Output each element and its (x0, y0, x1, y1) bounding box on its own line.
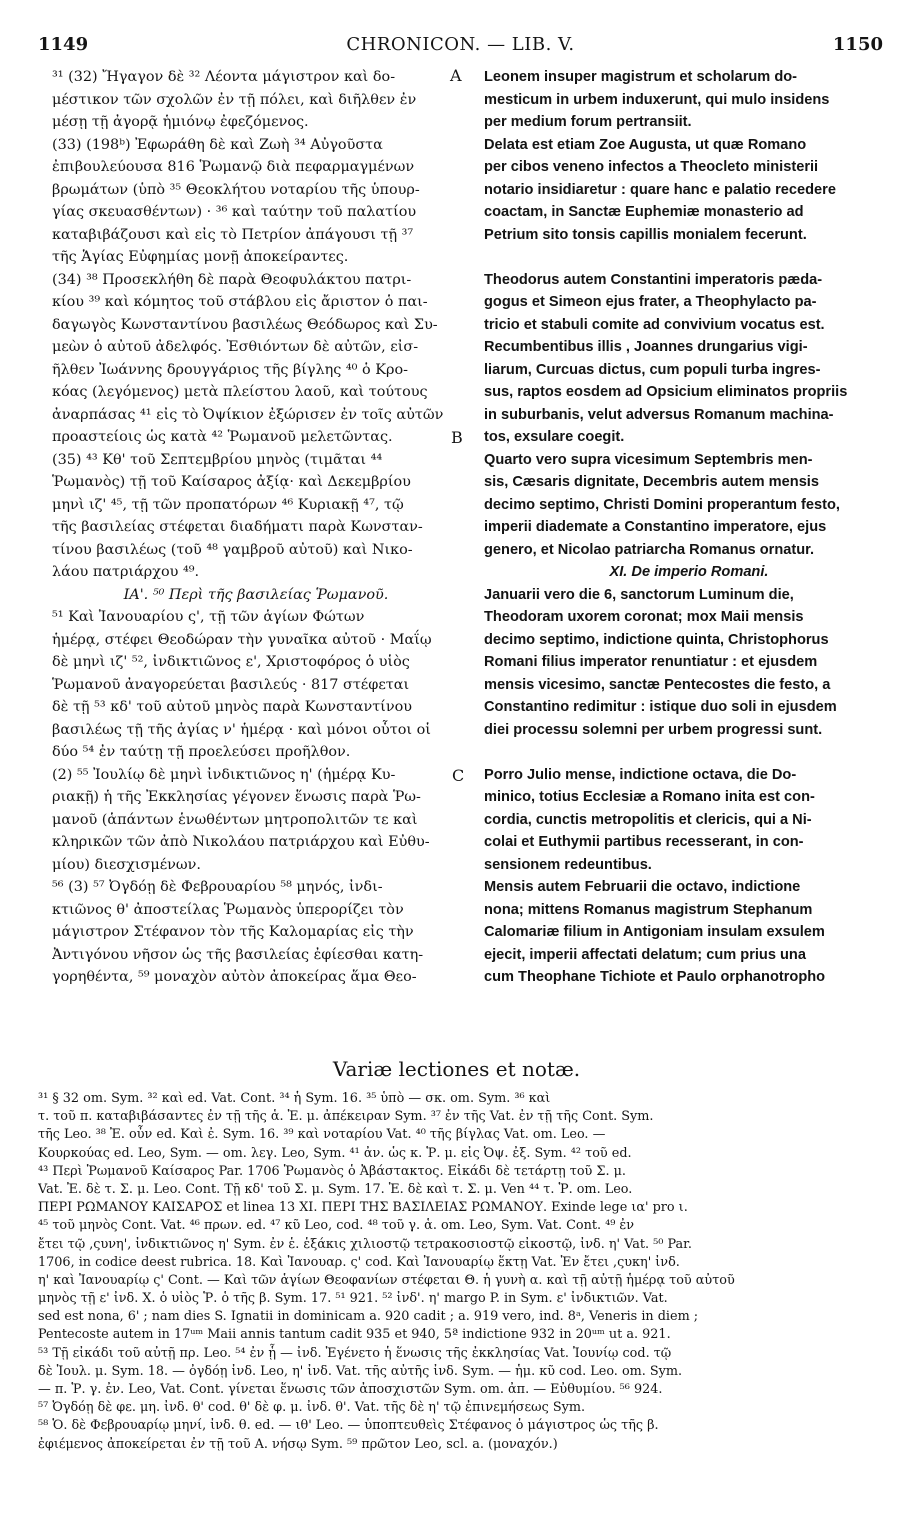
greek-line: καταβιβάζουσι καὶ εἰς τὸ Πετρίον ἀπάγουσι τῇ ³⁷ (52, 226, 414, 243)
latin-line: colai et Euthymii partibus recesserant, in con- (484, 834, 804, 850)
latin-line: imperii diademate a Constantino imperatore, ejus (484, 519, 827, 535)
greek-line: κληρικῶν τῶν ἀπὸ Νικολάου πατριάρχου καὶ Εὐθυ- (52, 834, 430, 850)
note-line: τῆς Leo. ³⁸ Ἐ. οὖν ed. Καὶ ἐ. Sym. 16. ³⁹ καὶ νοταρίου Vat. ⁴⁰ τῆς βίγλας Vat. om. Leo. — (38, 1127, 606, 1143)
greek-line: (34) ³⁸ Προσεκλήθη δὲ παρὰ Θεοφυλάκτου πατρι- (52, 271, 412, 288)
greek-line: ἡμέρᾳ, στέφει Θεοδώραν τὴν γυναῖκα αὐτοῦ · Μαΐῳ (52, 631, 432, 648)
greek-line: μεὼν ὁ αὐτοῦ ἀδελφός. Ἐσθιόντων δὲ αὐτῶν, εἰσ- (52, 339, 419, 355)
latin-line: mensis vicesimo, sanctæ Pentecostes die festo, a (484, 676, 831, 693)
page-header (38, 34, 883, 60)
note-line: Vat. Ἐ. δὲ τ. Σ. μ. Leo. Cont. Τῇ κδ' τοῦ Σ. μ. Sym. 17. Ἐ. δὲ καὶ τ. Σ. μ. Ven ⁴⁴ τ. Ῥ. om. Leo. (38, 1181, 633, 1197)
note-line: δὲ Ἰουλ. μ. Sym. 18. — ὀγδόῃ ἰνδ. Leo, η' ἰνδ. Vat. τῆς αὐτῆς ἰνδ. Sym. — ἡμ. κῦ cod. Leo. om. Sym. (38, 1363, 683, 1379)
note-line: Pentecoste autem in 17ᵘᵐ Maii annis tantum cadit 935 et 940, 5ª indictione 932 in 20ᵘᵐ ut a. 921. (38, 1327, 671, 1343)
greek-line: μανοῦ (ἁπάντων ἑνωθέντων μητροπολιτῶν τε καὶ (52, 811, 418, 828)
latin-line: sensionem redeuntibus. (484, 856, 652, 873)
greek-section-heading: ΙΑ'. ⁵⁰ Περὶ τῆς βασιλείας Ῥωμανοῦ. (123, 586, 389, 603)
note-line: η' καὶ Ἰανουαρίῳ ς' Cont. — Καὶ τῶν ἁγίων Θεοφανίων στέφεται Θ. ἡ γυνὴ α. καὶ τῇ αὐτῇ ἡμέρᾳ τοῦ αὐτοῦ (38, 1272, 735, 1288)
note-line: sed est nona, 6' ; nam dies S. Ignatii in dominicam a. 920 cadit ; a. 919 vero, ind. 8ᵃ, Veneris in diem ; (38, 1309, 699, 1325)
latin-line: Recumbentibus illis , Joannes drungarius vigi- (484, 339, 808, 355)
note-line: ⁵⁷ Ὀγδόῃ δὲ φε. μη. ἰνδ. θ' cod. θ' δὲ φ. μ. ἰνδ. θ'. Vat. τῆς δὲ η' τῷ ἐπινεμήσεως Sym. (38, 1400, 586, 1416)
latin-line (484, 246, 894, 269)
note-line: — π. Ῥ. γ. ἐν. Leo, Vat. Cont. γίνεται ἕνωσις τῶν ἀποσχιστῶν Sym. om. ἀπ. — Εὐθυμίου. ⁵⁶ 924. (38, 1382, 663, 1397)
latin-line: Calomariæ filium in Antigoniam insulam exsulem (484, 924, 825, 940)
greek-line: κόας (λεγόμενος) μετὰ πλείστου λαοῦ, καὶ τούτους (52, 384, 428, 400)
latin-line: per medium forum pertransiit. (484, 114, 692, 130)
note-line: τ. τοῦ π. καταβιβάσαντες ἐν τῇ τῆς ἁ. Ἐ. μ. ἀπέκειραν Sym. ³⁷ ἐν τῆς Vat. ἐν τῇ τῆς Cont. Sym. (38, 1109, 654, 1125)
latin-line: coactam, in Sanctæ Euphemiæ monasterio ad (484, 204, 804, 220)
latin-line: Mensis autem Februarii die octavo, indictione (484, 879, 801, 895)
note-line: μηνὸς τῇ ε' ἰνδ. Χ. ὁ υἱὸς Ῥ. ὁ τῆς β. Sym. 17. ⁵¹ 921. ⁵² ἰνδ'. η' margo P. in Sym. ε' ἰνδικτιῶν. Vat. (38, 1291, 668, 1307)
note-line: ⁵³ Τῇ εἰκάδι τοῦ αὐτῇ πρ. Leo. ⁵⁴ ἐν ᾗ — ἰνδ. Ἐγένετο ἡ ἕνωσις τῆς ἐκκλησίας Vat. Ἰουνίῳ cod. τῷ (38, 1345, 672, 1361)
note-line: 1706, in codice deest rubrica. 18. Καὶ Ἰανουαρ. ς' cod. Καὶ Ἰανουαρίῳ ἕκτῃ Vat. Ἐν ἔτει ,ςυκη' ἰνδ. (38, 1254, 680, 1270)
greek-line: δαγωγὸς Κωνσταντίνου βασιλέως Θεόδωρος καὶ Συ- (52, 316, 438, 333)
latin-line: Theodorus autem Constantini imperatoris pæda- (484, 271, 823, 288)
greek-line: Ἀντιγόνου νῆσον ὡς τῆς βασιλείας ἐφίεσθαι κατη- (52, 946, 424, 963)
latin-line: nona; mittens Romanus magistrum Stephanum (484, 901, 813, 918)
greek-line: κίου ³⁹ καὶ κόμητος τοῦ στάβλου εἰς ἄριστον ὁ παι- (52, 294, 428, 310)
latin-line: Constantino redimitur : istique duo soli in ejusdem (484, 699, 837, 715)
greek-line: ⁵⁶ (3) ⁵⁷ Ὀγδόῃ δὲ Φεβρουαρίου ⁵⁸ μηνός, ἰνδι- (52, 879, 383, 895)
greek-line: ³¹ (32) Ἤγαγον δὲ ³² Λέοντα μάγιστρον καὶ δο- (52, 69, 396, 85)
greek-line: βρωμάτων (ὑπὸ ³⁵ Θεοκλήτου νοταρίου τῆς ὑπουρ- (52, 181, 420, 198)
latin-line: tricio et stabuli comite ad convivium vocatus est. (484, 316, 825, 333)
greek-line: ἐπιβουλεύουσα 816 Ῥωμανῷ διὰ πεφαρμαγμένων (52, 159, 415, 175)
latin-line: minico, totius Ecclesiæ a Romano inita est con- (484, 789, 815, 805)
greek-line: δύο ⁵⁴ ἐν ταύτῃ τῇ προελεύσει προῆλθον. (52, 744, 351, 760)
latin-line: per cibos veneno infectos a Theocleto ministerii (484, 159, 819, 175)
latin-line: Petrium sito tonsis capillis monialem fecerunt. (484, 226, 807, 243)
greek-line: μέσῃ τῇ ἀγορᾷ ἡμιόνῳ ἐφεζόμενος. (52, 114, 309, 130)
latin-line: Delata est etiam Zoe Augusta, ut quæ Romano (484, 136, 807, 153)
greek-line: (2) ⁵⁵ Ἰουλίῳ δὲ μηνὶ ἰνδικτιῶνος η' (ἡμέρᾳ Κυ- (52, 766, 396, 783)
latin-line: Romani filius imperator renuntiatur : et ejusdem (484, 654, 818, 670)
note-line: ⁴⁵ τοῦ μηνὸς Cont. Vat. ⁴⁶ πρων. ed. ⁴⁷ κῦ Leo, cod. ⁴⁸ τοῦ γ. ἁ. om. Leo, Sym. Vat. Cont. ⁴⁹ ἐν (38, 1218, 635, 1234)
latin-line: cordia, cunctis metropolitis et clericis, qui a Ni- (484, 811, 812, 828)
latin-line: Leonem insuper magistrum et scholarum do- (484, 69, 798, 85)
latin-line: sis, Cæsaris dignitate, Decembris autem mensis (484, 474, 819, 490)
note-line: ⁴³ Περὶ Ῥωμανοῦ Καίσαρος Par. 1706 Ῥωμανὸς ὁ Ἀβάστακτος. Εἰκάδι δὲ τετάρτῃ τοῦ Σ. μ. (38, 1163, 626, 1179)
greek-column (52, 66, 460, 989)
latin-line: notario insidiaretur : quare hanc e palatio recedere (484, 181, 836, 198)
latin-line: Quarto vero supra vicesimum Septembris men- (484, 451, 813, 468)
note-line: ἐφιέμενος ἀποκείρεται ἐν τῇ τοῦ Α. νήσῳ Sym. ⁵⁹ πρῶτον Leo, scl. a. (μοναχόν.) (38, 1436, 558, 1452)
greek-line: δὲ μηνὶ ιζ' ⁵², ἰνδικτιῶνος ε', Χριστοφόρος ὁ υἱὸς (52, 654, 410, 670)
greek-line: ῆλθεν Ἰωάννης δρουγγάριος τῆς βίγλης ⁴⁰ ὁ Κρο- (52, 361, 408, 378)
greek-line: τῆς Ἁγίας Εὐφημίας μονῇ ἀποκείραντες. (52, 249, 349, 265)
greek-line: γορηθέντα, ⁵⁹ μοναχὸν αὐτὸν ἀποκείρας ἅμα Θεο- (52, 969, 417, 985)
latin-line: cum Theophane Tichiote et Paulo orphanotropho (484, 969, 826, 985)
latin-line: mesticum in urbem induxerunt, qui mulo insidens (484, 91, 830, 108)
variae-lectiones-heading: Variæ lectiones et notæ. (332, 1057, 581, 1081)
notes-block (38, 1090, 899, 1454)
note-line: ΠΕΡΙ ΡΩΜΑΝΟΥ ΚΑΙΣΑΡΟΣ et linea 13 ΧΙ. ΠΕΡΙ ΤΗΣ ΒΑΣΙΛΕΙΑΣ ΡΩΜΑΝΟΥ. Exinde lege ια' pro ι. (38, 1200, 688, 1216)
greek-line: ⁵¹ Καὶ Ἰανουαρίου ς', τῇ τῶν ἁγίων Φώτων (52, 609, 365, 625)
latin-line (484, 741, 894, 764)
greek-line: γίας σκευασθέντων) · ³⁶ καὶ ταύτην τοῦ παλατίου (52, 204, 417, 220)
latin-line: Januarii vero die 6, sanctorum Luminum die, (484, 586, 794, 603)
latin-line: Theodoram uxorem coronat; mox Maii mensis (484, 609, 804, 625)
latin-line: decimo septimo, indictione quinta, Christophorus (484, 631, 829, 648)
greek-line: (33) (198ᵇ) Ἐφωράθη δὲ καὶ Ζωὴ ³⁴ Αὐγοῦστα (52, 136, 383, 153)
greek-line: μίου) διεσχισμένων. (52, 856, 201, 873)
latin-line: liarum, Curcuas dictus, cum populi turba ingres- (484, 361, 821, 378)
greek-line: μηνὶ ιζ' ⁴⁵, τῇ τῶν προπατόρων ⁴⁶ Κυριακῇ ⁴⁷, τῷ (52, 496, 404, 513)
margin-letter-b: B (451, 428, 463, 447)
latin-line: tos, exsulare coegit. (484, 429, 625, 445)
note-line: ἔτει τῷ ,ςυνη', ἰνδικτιῶνος η' Sym. ἐν ἑ. ἑξάκις χιλιοστῷ τετρακοσιοστῷ εἰκοστῷ, ἰνδ. η' Vat. ⁵⁰ Par. (38, 1236, 692, 1252)
latin-line: Porro Julio mense, indictione octava, die Do- (484, 766, 797, 783)
greek-line: Ῥωμανὸς) τῇ τοῦ Καίσαρος ἀξίᾳ· καὶ Δεκεμβρίου (52, 474, 411, 490)
note-line: ³¹ § 32 om. Sym. ³² καὶ ed. Vat. Cont. ³⁴ ἡ Sym. 16. ³⁵ ὑπὸ — σκ. om. Sym. ³⁶ καὶ (38, 1091, 551, 1106)
latin-line: genero, et Nicolao patriarcha Romanus ornatur. (484, 541, 815, 558)
greek-line: ἀναρπάσας ⁴¹ εἰς τὸ Ὀψίκιον ἐξώρισεν ἐν τοῖς αὐτῶν (52, 406, 444, 423)
latin-line: ejecit, imperii affectati delatum; cum prius una (484, 946, 806, 963)
greek-line: μέστικον τῶν σχολῶν ἐν τῇ πόλει, καὶ διῆλθεν ἐν (52, 91, 417, 108)
latin-section-heading: XI. De imperio Romani. (609, 564, 769, 580)
latin-line: in suburbanis, velut adversus Romanum machina- (484, 406, 834, 423)
greek-line: ριακῇ) ἡ τῆς Ἐκκλησίας γέγονεν ἕνωσις παρὰ Ῥω- (52, 789, 421, 805)
greek-line: Ῥωμανοῦ ἀναγορεύεται βασιλεύς · 817 στέφεται (52, 676, 410, 693)
latin-line: decimo septimo, Christi Domini properantum festo, (484, 496, 840, 513)
greek-line: λάου πατριάρχου ⁴⁹. (52, 564, 200, 580)
latin-line: sus, raptos eosdem ad Opsicium eliminatos propriis (484, 384, 848, 400)
page-number-left: 1149 (38, 34, 89, 55)
greek-line: μάγιστρον Στέφανον τὸν τῆς Καλομαρίας εἰς τὴν (52, 924, 414, 940)
greek-line: προαστείοις ὡς κατὰ ⁴² Ῥωμανοῦ μελετῶντας. (52, 429, 393, 445)
latin-line: gogus et Simeon ejus frater, a Theophylacto pa- (484, 294, 817, 310)
margin-letter-a: A (450, 66, 462, 85)
greek-line: δὲ τῇ ⁵³ κδ' τοῦ αὐτοῦ μηνὸς παρὰ Κωνσταντίνου (52, 699, 412, 715)
note-line: ⁵⁸ Ὁ. δὲ Φεβρουαρίῳ μηνί, ἰνδ. θ. ed. — ιθ' Leo. — ὑποπτευθεὶς Στέφανος ὁ μάγιστρος ὡς τῆς β. (38, 1418, 659, 1434)
greek-line: βασιλέως τῇ τῆς ἁγίας ν' ἡμέρᾳ · καὶ μόνοι οὗτοι οἱ (52, 721, 431, 738)
latin-column (484, 66, 894, 989)
page-number-right: 1150 (832, 34, 883, 55)
running-head: CHRONICON. — LIB. V. (346, 34, 575, 55)
greek-line: κτιῶνος θ' ἀποστείλας Ῥωμανὸς ὑπερορίζει τὸν (52, 901, 404, 918)
greek-line: τίνου βασιλέως (τοῦ ⁴⁸ γαμβροῦ αὐτοῦ) καὶ Νικο- (52, 541, 413, 558)
greek-line: τῆς βασιλείας στέφεται διαδήματι παρὰ Κωνσταν- (52, 519, 423, 535)
margin-letter-c: C (452, 766, 465, 785)
latin-line: diei processu solemni per urbem progressi sunt. (484, 721, 823, 738)
greek-line: (35) ⁴³ Κθ' τοῦ Σεπτεμβρίου μηνὸς (τιμᾶται ⁴⁴ (52, 451, 383, 468)
note-line: Κουρκούας ed. Leo, Sym. — om. λεγ. Leo, Sym. ⁴¹ ἀν. ὡς κ. Ῥ. μ. εἰς Ὀψ. ἐξ. Sym. ⁴² τοῦ ed. (38, 1145, 632, 1161)
